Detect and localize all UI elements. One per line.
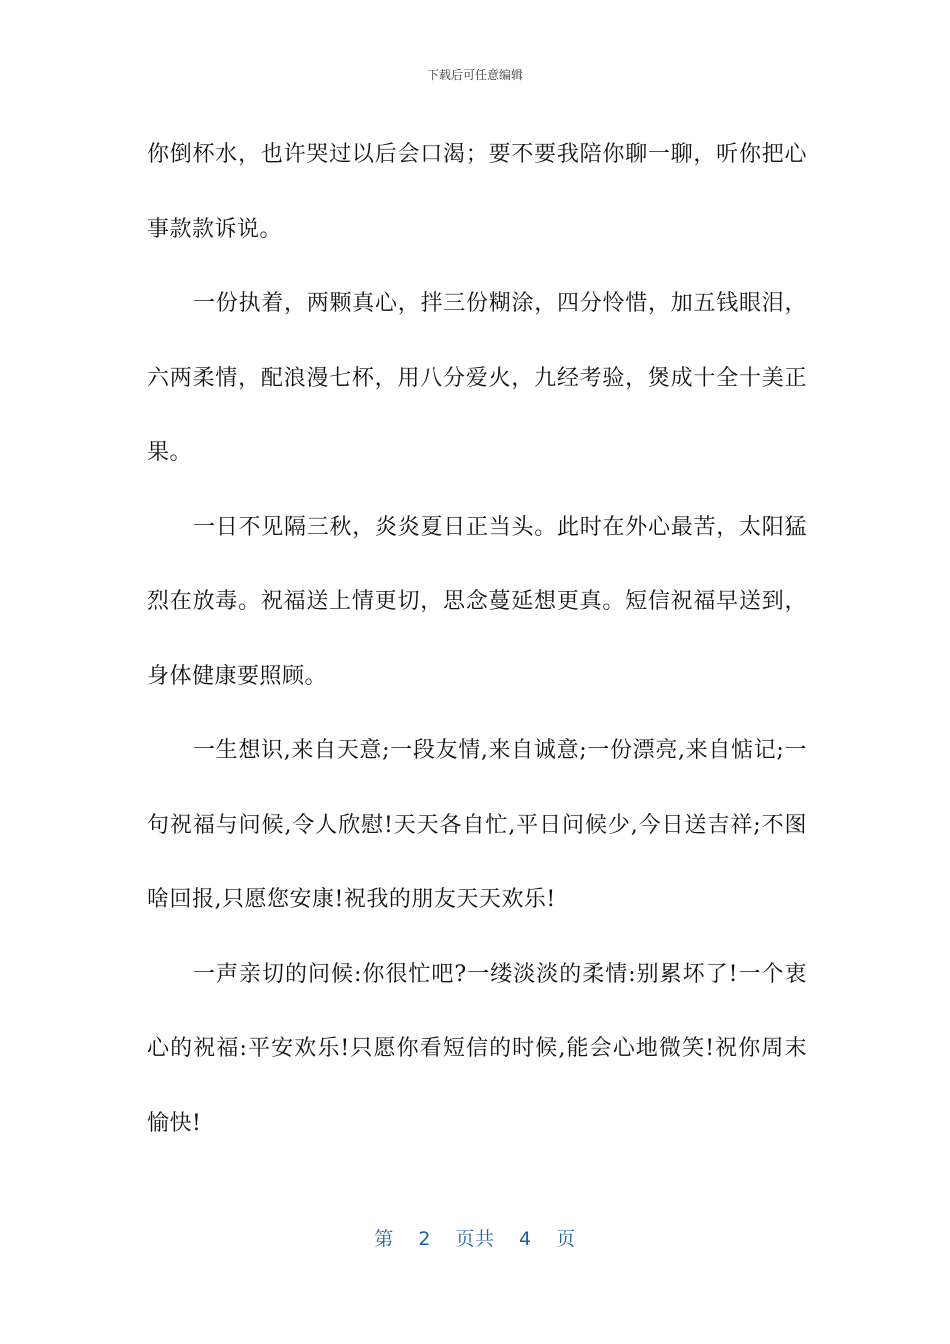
paragraph: 一声亲切的问候:你很忙吧?一缕淡淡的柔情:别累坏了!一个衷心的祝福:平安欢乐!只愿你看短信的时候,能会心地微笑!祝你周末愉快! [147,961,807,1136]
total-pages-number: 4 [519,1228,532,1250]
paragraph: 一日不见隔三秋，炎炎夏日正当头。此时在外心最苦，太阳猛烈在放毒。祝福送上情更切，思念蔓延想更真。短信祝福早送到，身体健康要照顾。 [147,514,807,689]
paragraph: 一份执着，两颗真心，拌三份糊涂，四分怜惜，加五钱眼泪，六两柔情，配浪漫七杯，用八分爱火，九经考验，煲成十全十美正果。 [147,291,807,465]
document-body [147,118,807,1161]
footer-page-label: 第 [374,1228,394,1250]
footer-of-label: 页共 [455,1228,495,1250]
page-footer [0,1224,950,1251]
footer-end-label: 页 [556,1228,576,1250]
current-page-number: 2 [418,1228,431,1250]
paragraph-continuation: 你倒杯水，也许哭过以后会口渴；要不要我陪你聊一聊，听你把心事款款诉说。 [147,142,807,242]
page-header: 下载后可任意编辑 [426,68,523,82]
paragraph: 一生想识,来自天意;一段友情,来自诚意;一份漂亮,来自惦记;一句祝福与问候,令人欣慰!天天各自忙,平日问候少,今日送吉祥;不图啥回报,只愿您安康!祝我的朋友天天欢乐! [147,738,807,912]
